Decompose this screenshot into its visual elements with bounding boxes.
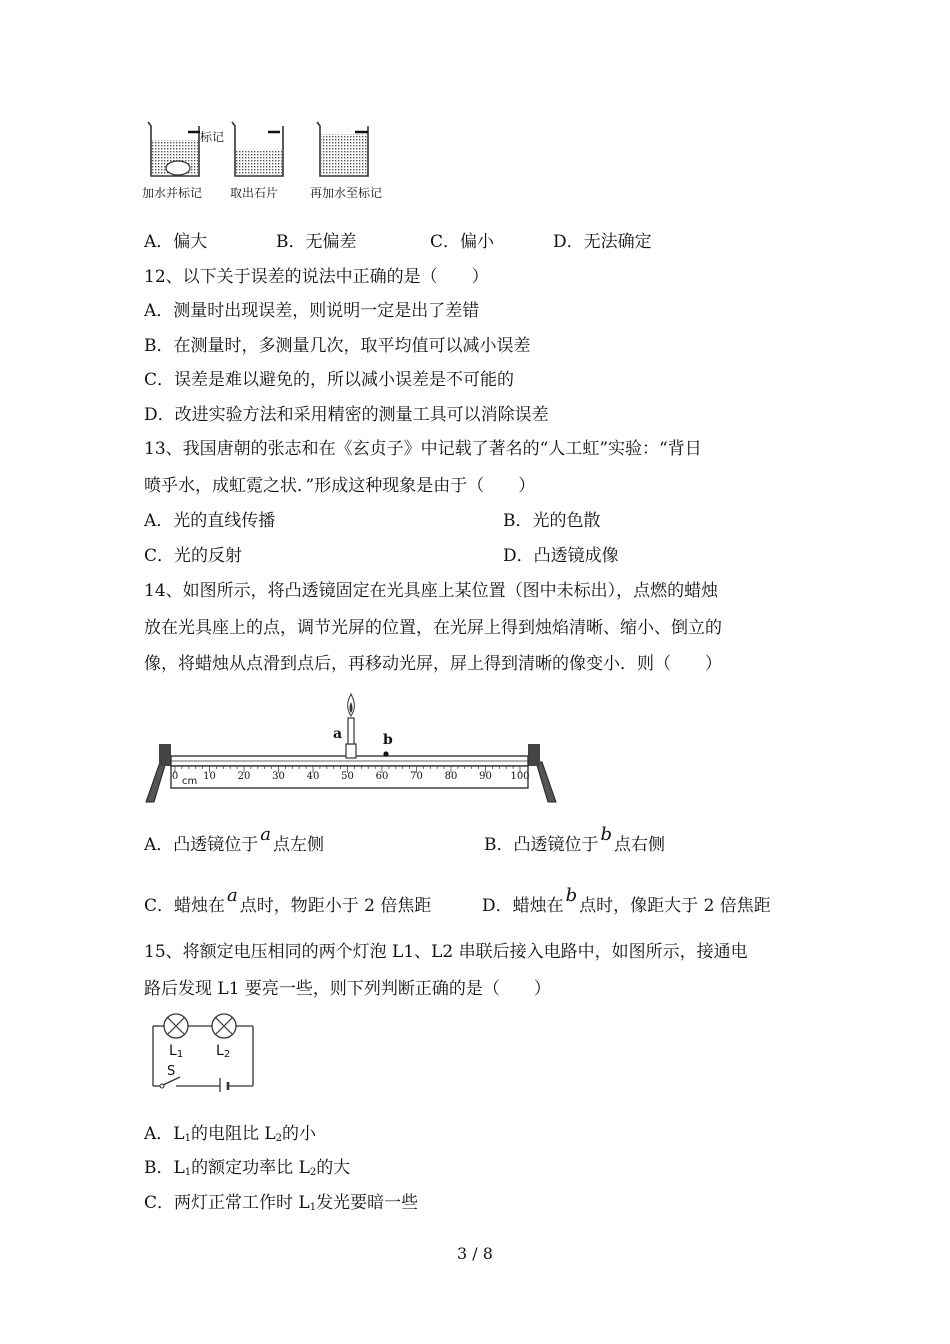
- beaker-figure: [140, 118, 400, 208]
- q11-option-c: C．偏小: [430, 232, 495, 252]
- q11-option-b: B．无偏差: [276, 232, 357, 252]
- beaker-caption-3: 再加水至标记: [310, 186, 383, 200]
- q13-stem-line-1: 13、我国唐朝的张志和在《玄贞子》中记载了著名的“人工虹”实验：“背日: [144, 439, 702, 459]
- q14-stem-line-1: 14、如图所示，将凸透镜固定在光具座上某位置（图中未标出），点燃的蜡烛: [144, 581, 719, 601]
- page-number: 3 / 8: [457, 1244, 493, 1263]
- q14-option-d: D．蜡烛在 b 点时，像距大于 2 倍焦距: [482, 885, 771, 916]
- scale-tick-label: 60: [375, 771, 389, 782]
- var-b: b: [600, 824, 613, 845]
- optical-bench-illustration: [142, 690, 562, 805]
- circuit-diagram: [150, 1012, 260, 1092]
- battery-symbol: [220, 1078, 228, 1092]
- q13-stem-line-2: 喷乎水，成虹霓之状．”形成这种现象是由于（ ）: [144, 476, 536, 496]
- q13-option-c: C．光的反射: [144, 546, 243, 566]
- point-b-label: b: [383, 732, 393, 748]
- var-a-2: a: [227, 885, 238, 906]
- q12-stem: 12、以下关于误差的说法中正确的是（ ）: [144, 267, 489, 287]
- q15-stem-line-2: 路后发现 L1 要亮一些，则下列判断正确的是（ ）: [144, 979, 551, 999]
- candle: [346, 694, 356, 758]
- scale-tick-label: 40: [306, 771, 320, 782]
- beaker-caption-2: 取出石片: [230, 186, 279, 200]
- optical-bench-figure: [142, 690, 562, 805]
- q14-option-b: B．凸透镜位于 b 点右侧: [484, 824, 666, 855]
- q13-option-a: A．光的直线传播: [144, 511, 276, 531]
- scale-tick-label: 100: [510, 771, 530, 782]
- q14-option-c: C．蜡烛在 a 点时，物距小于 2 倍焦距: [144, 885, 432, 916]
- q14-option-a: A．凸透镜位于 a 点左侧: [144, 824, 325, 855]
- q13-option-d: D．凸透镜成像: [503, 546, 619, 566]
- q14-stem-line-3: 像，将蜡烛从点滑到点后，再移动光屏，屏上得到清晰的像变小．则（ ）: [144, 654, 722, 674]
- circuit-figure: [150, 1012, 260, 1092]
- scale-tick-label: 50: [341, 771, 354, 782]
- q15-option-a: A．$L_1$的电阻比 $L_2$的小: [144, 1124, 317, 1144]
- beaker-3: [317, 122, 368, 176]
- q12-option-a: A．测量时出现误差，则说明一定是出了差错: [144, 301, 480, 321]
- point-a-label: a: [333, 726, 343, 742]
- q11-option-d: D．无法确定: [553, 232, 652, 252]
- lamp-l2-label: $L_2$: [216, 1043, 231, 1060]
- scale-tick-label: 80: [444, 771, 458, 782]
- q15-option-c: C．两灯正常工作时 $L_1$发光要暗一些: [144, 1193, 419, 1213]
- mark-label: 标记: [200, 130, 225, 144]
- q12-option-b: B．在测量时，多测量几次，取平均值可以减小误差: [144, 336, 531, 356]
- q12-option-d: D．改进实验方法和采用精密的测量工具可以消除误差: [144, 405, 549, 425]
- var-b-2: b: [565, 885, 578, 906]
- lamp-l2-symbol: [212, 1014, 236, 1038]
- scale-tick-label: 20: [237, 771, 251, 782]
- scale-tick-label: 30: [272, 771, 285, 782]
- beaker-caption-1: 加水并标记: [142, 186, 203, 200]
- scale-tick-label: 0: [171, 771, 179, 782]
- q15-option-b: B．$L_1$的额定功率比 $L_2$的大: [144, 1158, 351, 1178]
- var-a: a: [260, 824, 272, 845]
- scale-unit: cm: [182, 776, 198, 787]
- lamp-l1-label: $L_1$: [169, 1043, 184, 1060]
- beaker-1: [148, 122, 200, 176]
- q13-option-b: B．光的色散: [503, 511, 601, 531]
- switch-label: S: [167, 1064, 176, 1079]
- q12-option-c: C．误差是难以避免的，所以减小误差是不可能的: [144, 370, 515, 390]
- scale-tick-label: 70: [410, 771, 423, 782]
- q14-stem-line-2: 放在光具座上的点，调节光屏的位置，在光屏上得到烛焰清晰、缩小、倒立的: [144, 618, 722, 638]
- point-b-dot: [383, 751, 388, 756]
- q11-option-a: A．偏大: [144, 232, 208, 252]
- beaker-2: [232, 122, 283, 176]
- scale-tick-label: 10: [203, 771, 216, 782]
- lamp-l1-symbol: [164, 1014, 188, 1038]
- q15-stem-line-1: 15、将额定电压相同的两个灯泡 L1、L2 串联后接入电路中，如图所示，接通电: [144, 942, 748, 962]
- scale-tick-label: 90: [479, 771, 492, 782]
